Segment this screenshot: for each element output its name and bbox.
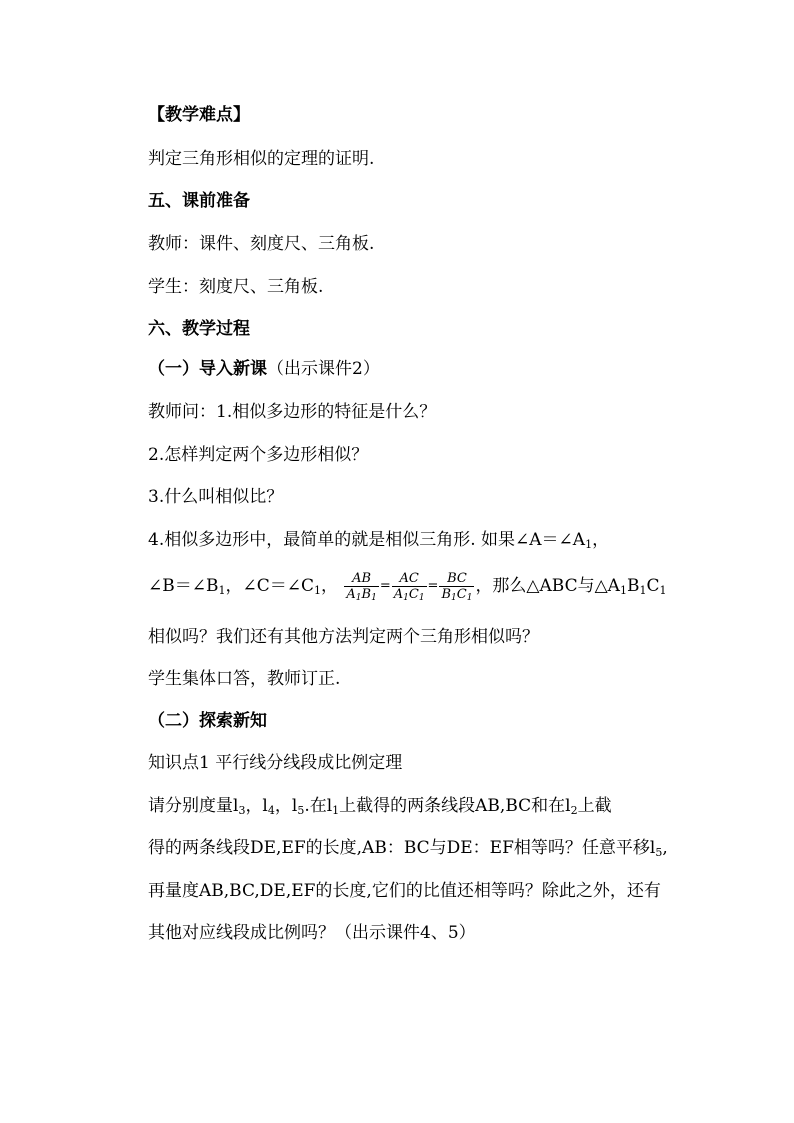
q4-comma: ， (321, 576, 338, 596)
fraction-denominator: $B_1C_1$ (441, 587, 473, 603)
explore-heading: （二）探索新知 (148, 711, 267, 731)
paragraph-line-4: 其他对应线段成比例吗？（出示课件4、5） (148, 923, 476, 943)
q4-text-b: ， (592, 530, 610, 550)
subscript: 1 (314, 584, 321, 597)
question-3: 3.什么叫相似比？ (148, 487, 284, 507)
fraction-numerator: AC (399, 571, 419, 586)
question-4-line-3: 相似吗？我们还有其他方法判定两个三角形相似吗？ (148, 627, 539, 647)
fraction-denominator: $A_1B_1$ (346, 587, 377, 603)
subscript: 1 (585, 538, 593, 551)
student-answer: 学生集体口答，教师订正. (148, 669, 341, 689)
question-1: 教师问：1.相似多边形的特征是什么？ (148, 402, 437, 422)
prep-student: 学生：刻度尺、三角板. (148, 277, 324, 297)
intro-heading: （一）导入新课 (148, 359, 267, 379)
subscript: 1 (639, 584, 647, 597)
fraction-ac (392, 571, 427, 602)
q4-angle-c: ，∠C＝∠C (225, 576, 314, 596)
q4-angle-b: ∠B＝∠B (148, 576, 219, 596)
subscript: 1 (619, 584, 627, 597)
subscript: 1 (218, 584, 226, 597)
fraction-numerator: AB (352, 571, 372, 586)
fraction-denominator: $A_1C_1$ (393, 587, 425, 603)
question-4-line-1 (148, 529, 609, 551)
prep-heading: 五、课前准备 (148, 191, 250, 211)
paragraph-line-1: 请分别度量$l_3$，$l_4$，$l_5$.在$l_1$上截得的两条线段AB,BC和在$l_2$上截 (148, 796, 612, 817)
paragraph-line-2: 得的两条线段DE,EF的长度,AB：BC与DE：EF相等吗？任意平移$l_5$, (148, 838, 668, 859)
fraction-bc (439, 571, 474, 602)
q4-text-a: 4.相似多边形中，最简单的就是相似三角形. 如果∠A＝∠A (148, 530, 586, 550)
intro-heading-line (148, 358, 380, 380)
q4-letter: B (626, 576, 640, 596)
question-4-line-2 (148, 566, 666, 607)
paragraph-line-3: 再量度AB,BC,DE,EF的长度,它们的比值还相等吗？除此之外，还有 (148, 881, 661, 901)
subscript: 1 (659, 584, 667, 597)
question-2: 2.怎样判定两个多边形相似？ (148, 445, 369, 465)
knowledge-point-1: 知识点1 平行线分线段成比例定理 (148, 753, 403, 773)
prep-teacher: 教师：课件、刻度尺、三角板. (148, 234, 375, 254)
difficulty-heading: 【教学难点】 (148, 105, 250, 125)
q4-letter: C (646, 576, 660, 596)
equals-sign: = (427, 578, 439, 594)
equals-sign: = (379, 578, 391, 594)
fraction-ab (344, 571, 378, 602)
fraction-numerator: BC (447, 571, 467, 586)
difficulty-text: 判定三角形相似的定理的证明. (148, 149, 375, 169)
intro-note: （出示课件2） (267, 359, 380, 379)
q4-text-d: ，那么△ABC与△A (475, 576, 620, 596)
process-heading: 六、教学过程 (148, 319, 250, 339)
